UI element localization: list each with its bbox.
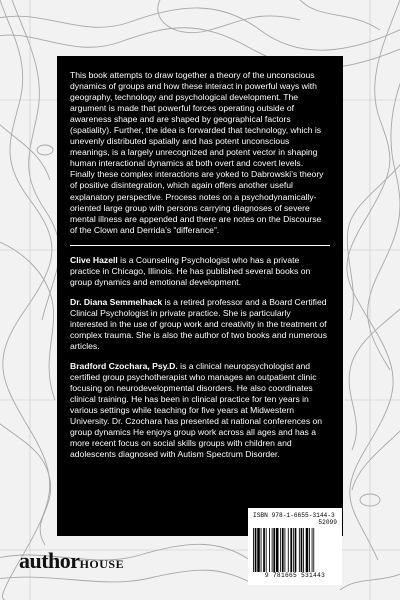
isbn-barcode (248, 508, 342, 585)
barcode-bar (276, 528, 279, 572)
author-name: Dr. Diana Semmelhack (70, 296, 163, 307)
barcode-bar (282, 528, 284, 572)
author-bio (70, 297, 330, 352)
barcode-bar (263, 528, 265, 572)
barcode-bar (272, 528, 273, 572)
author-bio (70, 361, 330, 460)
divider (70, 245, 330, 246)
barcode-bar (313, 528, 314, 572)
barcode-bar (257, 528, 260, 572)
author-bio-text: is a clinical neuropsychologist and certified group psychotherapist who manages an outpatient clinic focusing on neurodevelopmental disorders. He also coordinates clinical training. He has been in clinical practice for ten years in various settings while teaching for five years at Midwestern University. Dr. Czochara has presented at national conferences on group dynamics He enjoys group work across all ages and has a more recent focus on social skills groups with children and adolescents diagnosed with Autism Spectrum Disorder. (70, 361, 323, 460)
isbn-label: ISBN 978-1-6655-3144-3 (253, 512, 335, 519)
barcode-bar (288, 528, 289, 572)
barcode-bar (303, 528, 304, 572)
logo-author: author (19, 548, 80, 573)
barcode-bar (280, 528, 281, 572)
price-code: 52099 (318, 519, 337, 526)
barcode-bar (306, 528, 309, 572)
barcode-bar (295, 528, 297, 572)
logo-house: HOUSE (79, 557, 125, 571)
barcode-bar (261, 528, 262, 572)
barcode-bar (284, 528, 285, 572)
barcode-bar (312, 528, 313, 572)
barcode-bar (301, 528, 303, 572)
barcode-bar (290, 528, 292, 572)
barcode-bar (309, 528, 310, 572)
author-name: Bradford Czochara, Psy.D. (70, 361, 178, 372)
author-bio-text: is a retired professor and a Board Certified Clinical Psychologist in private practice. She is particularly interested in the use of group work and creativity in the treatment of complex trauma. She is also the author of two books and numerous articles. (70, 296, 327, 352)
author-bio-text: is a Counseling Psychologist who has a private practice in Chicago, Illinois. He has published several books on group dynamics and emotional development. (70, 254, 311, 287)
author-bio (70, 255, 330, 288)
barcode-bar (255, 528, 257, 572)
barcode-bar (253, 528, 254, 572)
description-panel (57, 56, 343, 536)
barcode-bar (273, 528, 275, 572)
barcode-bar (266, 528, 267, 572)
barcode-bar (269, 528, 270, 572)
barcode-digits: 9 781665 531443 (264, 572, 326, 579)
barcode-bar (299, 528, 300, 572)
barcode-bars (253, 528, 337, 572)
book-description: This book attempts to draw together a theory of the unconscious dynamics of groups and how these interact in powerful ways with geography, technology and psychological development. The argument is made that powerful forces operating outside of awareness shape and are shaped by geographical factors (spatiality). Further, the idea is forwarded that technology, which is unevenly distributed spatially and has potent unconscious meanings, is a largely unrecognized and potent vector in shaping human interactional dynamics at both overt and covert levels. Finally these complex interactions are yoked to Dabrowski’s theory of positive disintegration, which again offers another useful explanatory perspective. Process notes on a psychodynamically-oriented large group with persons carrying diagnoses of severe mental illness are appended and there are notes on the Discourse of the Clown and Derrida’s “differance”. (70, 70, 324, 235)
author-name: Clive Hazell (70, 254, 118, 265)
barcode-bar (293, 528, 294, 572)
publisher-logo (19, 548, 124, 574)
